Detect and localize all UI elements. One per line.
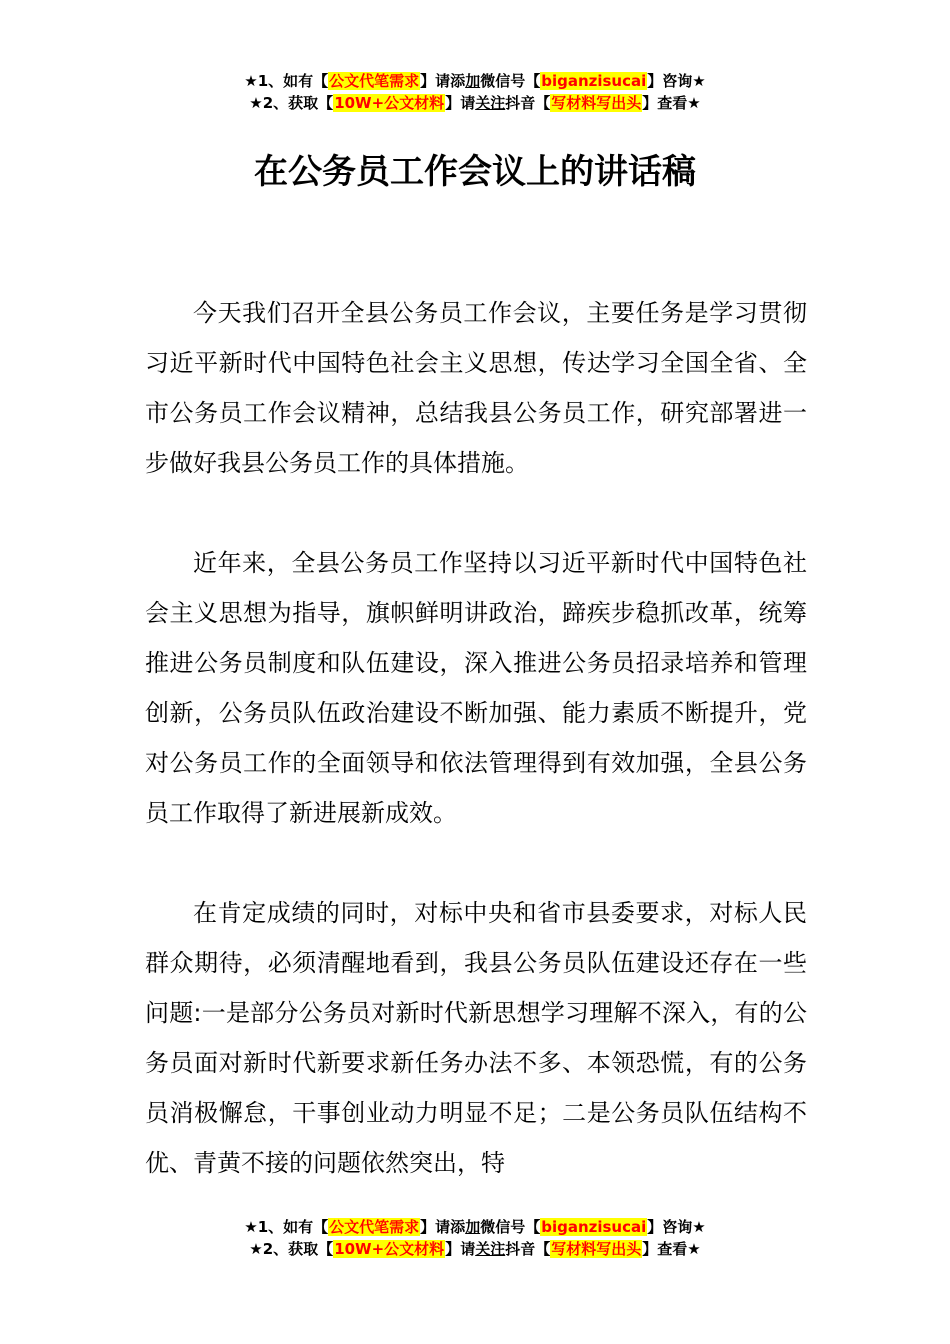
banner-line-1: ★1、如有【公文代笔需求】请添加微信号【biganzisucai】咨询★ — [244, 72, 706, 90]
document-title: 在公务员工作会议上的讲话稿 — [254, 152, 696, 192]
highlight-wechat-id: biganzisucai — [541, 72, 647, 90]
highlight-wechat-id: biganzisucai — [541, 1218, 647, 1236]
highlight-douyin-account: 写材料写出头 — [551, 1240, 642, 1258]
footer-banner — [0, 1216, 950, 1260]
document-body — [145, 288, 807, 1238]
header-banner — [0, 70, 950, 114]
paragraph: 近年来，全县公务员工作坚持以习近平新时代中国特色社会主义思想为指导，旗帜鲜明讲政治，蹄疾步稳抓改革，统筹推进公务员制度和队伍建设，深入推进公务员招录培养和管理创新，公务员队伍政治建设不断加强、能力素质不断提升，党对公务员工作的全面领导和依法管理得到有效加强，全县公务员工作取得了新进展新成效。 — [145, 549, 807, 827]
highlight-materials: 10W+公文材料 — [334, 1240, 445, 1258]
banner-line-1: ★1、如有【公文代笔需求】请添加微信号【biganzisucai】咨询★ — [244, 1218, 706, 1236]
highlight-service: 公文代笔需求 — [329, 72, 420, 90]
banner-line-2: ★2、获取【10W+公文材料】请关注抖音【写材料写出头】查看★ — [249, 1240, 701, 1258]
paragraph: 今天我们召开全县公务员工作会议，主要任务是学习贯彻习近平新时代中国特色社会主义思想，传达学习全国全省、全市公务员工作会议精神，总结我县公务员工作，研究部署进一步做好我县公务员工作的具体措施。 — [145, 299, 807, 477]
highlight-service: 公文代笔需求 — [329, 1218, 420, 1236]
highlight-materials: 10W+公文材料 — [334, 94, 445, 112]
paragraph: 在肯定成绩的同时，对标中央和省市县委要求，对标人民群众期待，必须清醒地看到，我县公务员队伍建设还存在一些问题:一是部分公务员对新时代新思想学习理解不深入，有的公务员面对新时代新要求新任务办法不多、本领恐慌，有的公务员消极懈怠，干事创业动力明显不足；二是公务员队伍结构不优、青黄不接的问题依然突出，特 — [145, 899, 807, 1177]
highlight-douyin-account: 写材料写出头 — [551, 94, 642, 112]
banner-line-2: ★2、获取【10W+公文材料】请关注抖音【写材料写出头】查看★ — [249, 94, 701, 112]
